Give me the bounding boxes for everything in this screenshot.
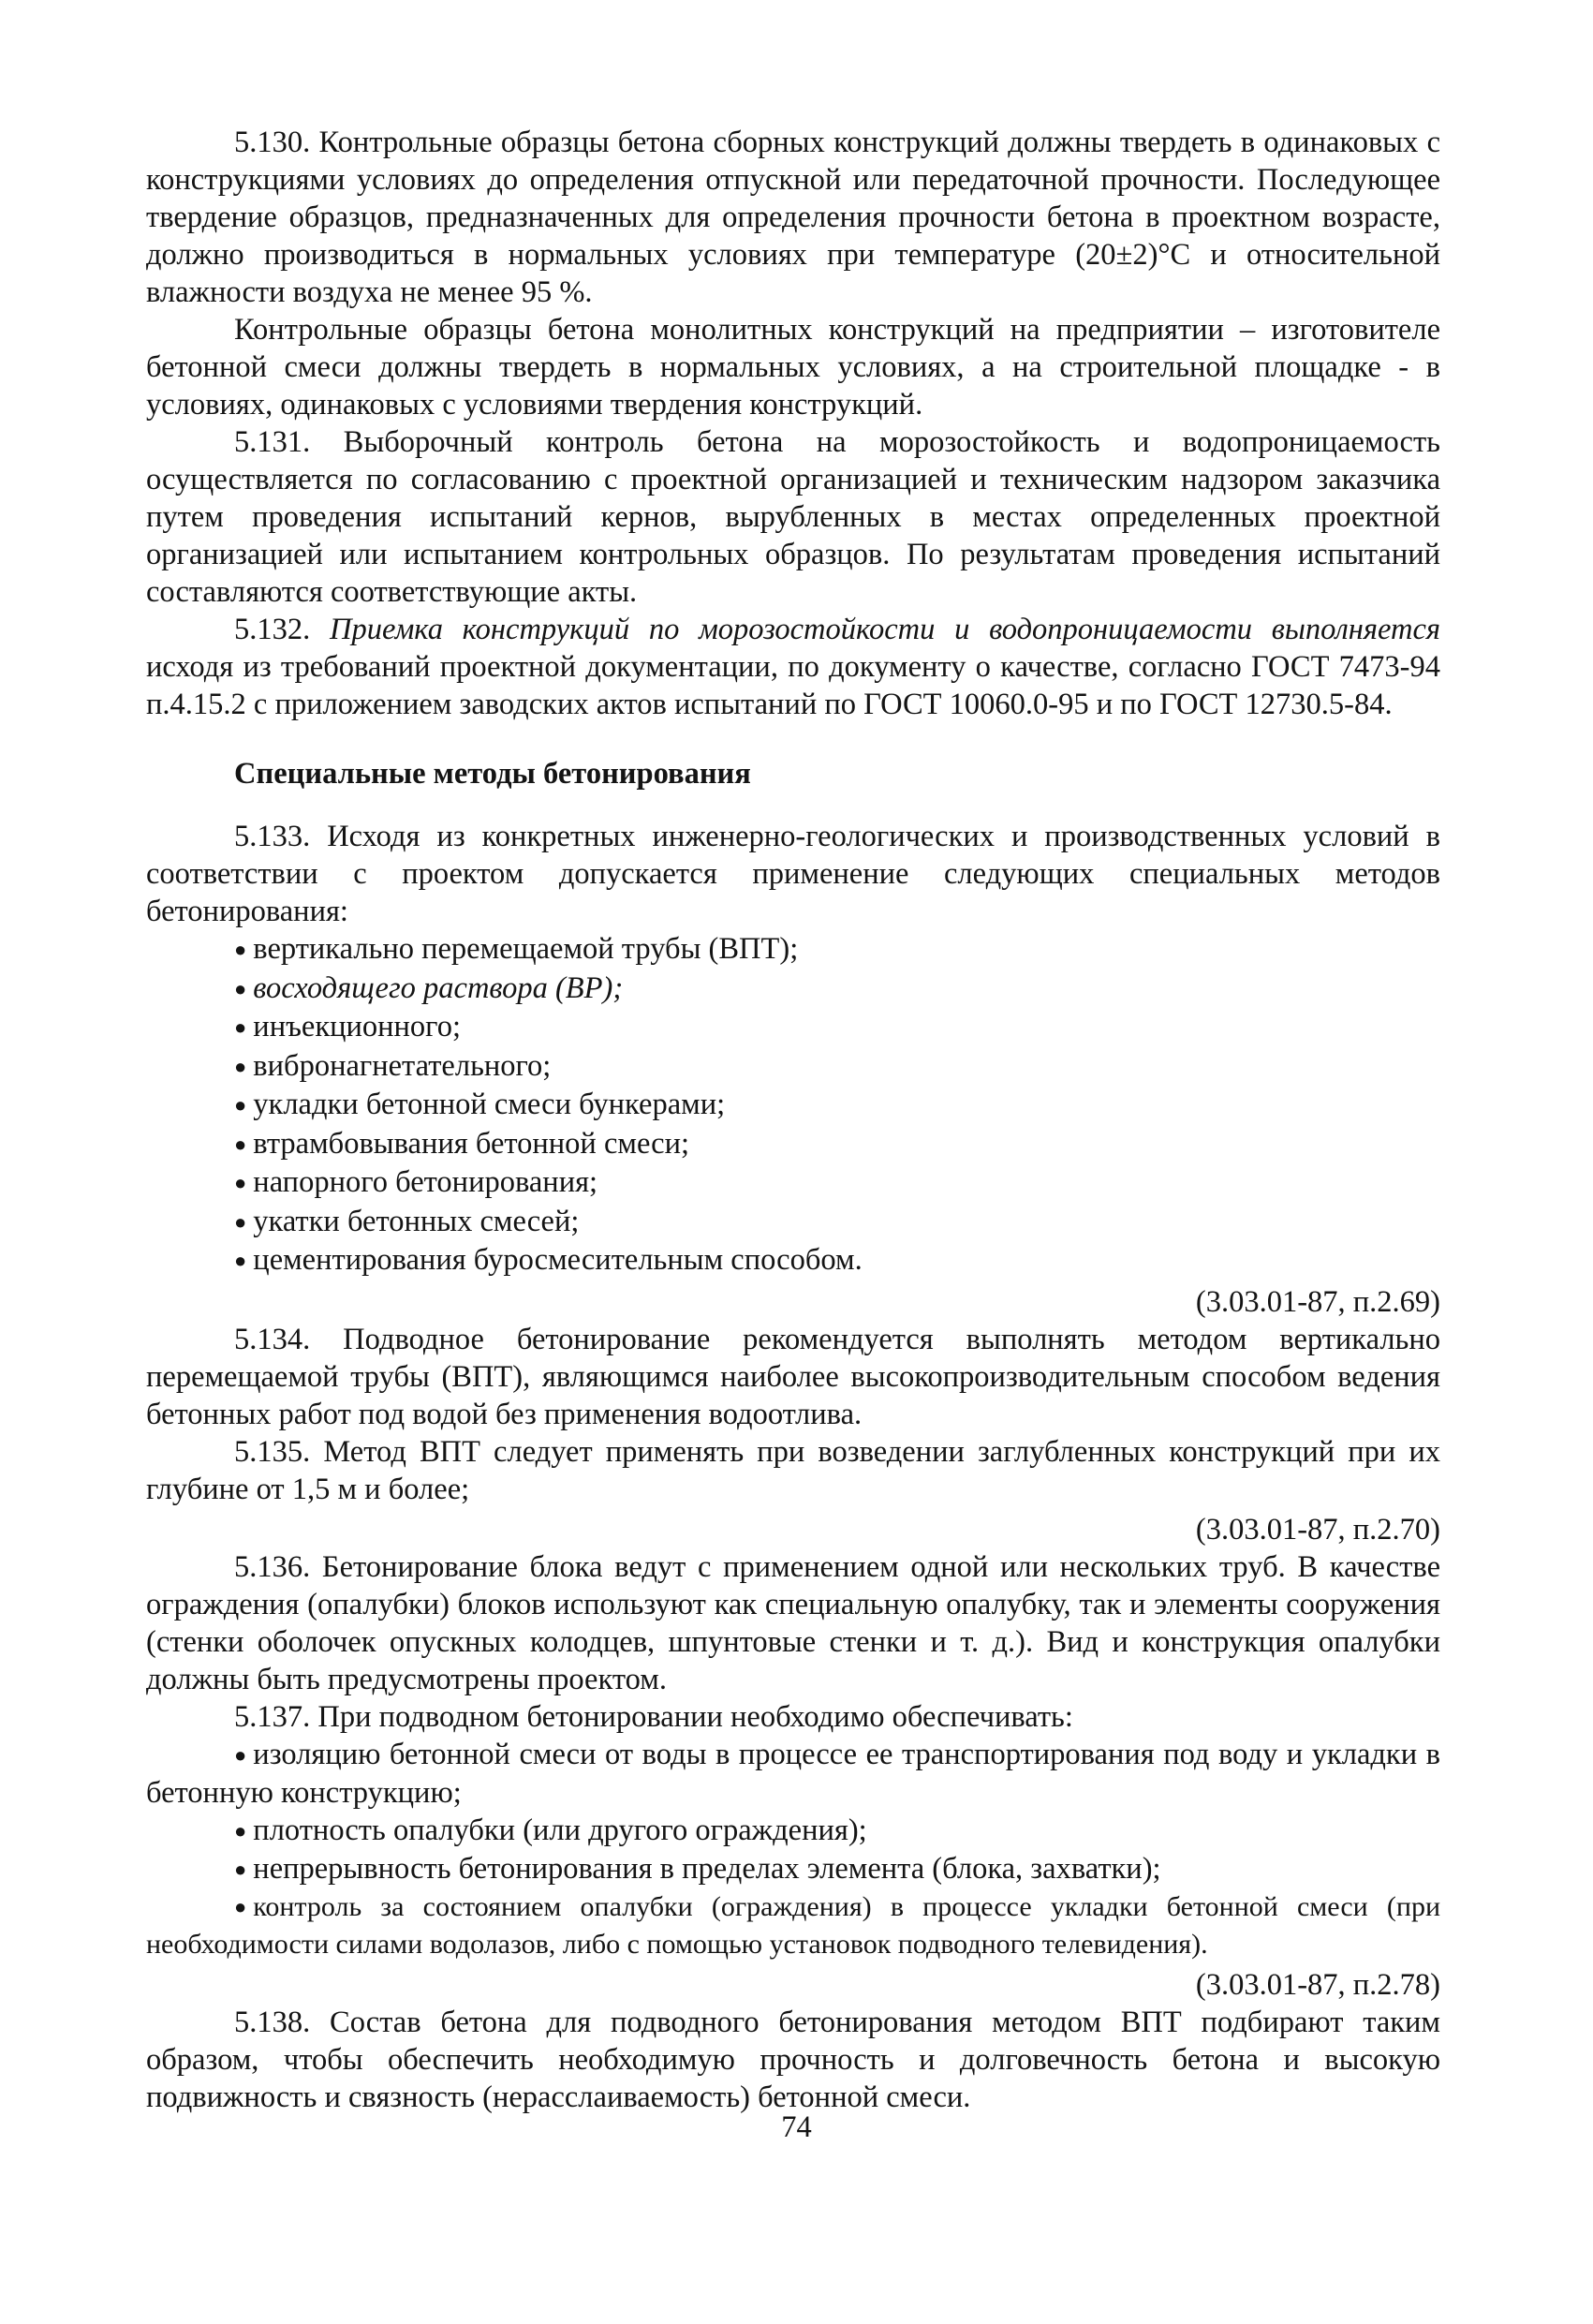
list-item: ● восходящего раствора (ВР); <box>234 970 1440 1009</box>
paragraph-5-138: 5.138. Состав бетона для подводного бетонирования методом ВПТ подбирают таким образом, чтобы обеспечить необходимую прочность и долговечность бетона и высокую подвижность и связность (нерасслаиваемость) бетонной смеси. <box>146 2005 1440 2114</box>
requirement-item: ● изоляцию бетонной смеси от воды в процессе ее транспортирования под воду и укладки в бетонную конструкцию; <box>146 1737 1440 1810</box>
paragraph-5-130-continued: Контрольные образцы бетона монолитных конструкций на предприятии – изготовителе бетонной смеси должны твердеть в нормальных условиях, а на строительной площадке - в условиях, одинаковых с условиями твердения конструкций. <box>146 313 1440 422</box>
list-item: ● вертикально перемещаемой трубы (ВПТ); <box>234 930 1440 970</box>
paragraph-5-133: 5.133. Исходя из конкретных инженерно-геологических и производственных условий в соответствии с проектом допускается применение следующих специальных методов бетонирования: <box>146 820 1440 928</box>
paragraph-5-130: 5.130. Контрольные образцы бетона сборных конструкций должны твердеть в одинаковых с конструкциями условиях до определения отпускной или передаточной прочности. Последующее твердение образцов, предназначенных для определения прочности бетона в проектном возрасте, должно производиться в нормальных условиях при температуре (20±2)°С и относительной влажности воздуха не менее 95 %. <box>146 126 1440 309</box>
list-item: ● укладки бетонной смеси бункерами; <box>234 1086 1440 1125</box>
list-item: ● укатки бетонных смесей; <box>234 1203 1440 1242</box>
reference-2-70: (3.03.01-87, п.2.70) <box>1195 1512 1440 1547</box>
bullet-icon: ● <box>234 1818 247 1843</box>
paragraph-5-135: 5.135. Метод ВПТ следует применять при возведении заглубленных конструкций при их глубине от 1,5 м и более; <box>146 1434 1440 1506</box>
bullet-icon: ● <box>234 976 247 1000</box>
bullet-icon: ● <box>234 1249 247 1272</box>
bullet-icon: ● <box>234 938 247 961</box>
paragraph-5-132-number: 5.132. <box>234 613 311 646</box>
bullet-icon: ● <box>234 1857 247 1881</box>
section-heading: Специальные методы бетонирования <box>234 757 751 791</box>
paragraph-5-134: 5.134. Подводное бетонирование рекомендуется выполнять методом вертикально перемещаемой трубы (ВПТ), являющимся наиболее высокопроизводительным способом ведения бетонных работ под водой без применения водоотлива. <box>146 1322 1440 1431</box>
requirement-item: ● плотность опалубки (или другого ограждения); <box>146 1812 1440 1850</box>
page-number: 74 <box>781 2110 812 2144</box>
paragraph-5-132-italic: Приемка конструкций по морозостойкости и водопроницаемости выполняется <box>329 613 1440 646</box>
bullet-icon: ● <box>234 1054 247 1078</box>
bullet-icon: ● <box>234 1742 247 1767</box>
paragraph-5-131: 5.131. Выборочный контроль бетона на морозостойкость и водопроницаемость осуществляется по согласованию с проектной организацией и техническим надзором заказчика путем проведения испытаний кернов, вырубленных в местах определенных проектной организацией или испытанием контрольных образцов. По результатам проведения испытаний составляются соответствующие акты. <box>146 425 1440 609</box>
bullet-icon: ● <box>234 1171 247 1194</box>
list-item: ● инъекционного; <box>234 1008 1440 1047</box>
list-item: ● вибронагнетательного; <box>234 1047 1440 1087</box>
reference-2-78: (3.03.01-87, п.2.78) <box>1195 1967 1440 2002</box>
bullet-icon: ● <box>234 1894 247 1918</box>
paragraph-5-132-rest: исходя из требований проектной документации, по документу о качестве, согласно ГОСТ 7473-94 п.4.15.2 с приложением заводских актов испытаний по ГОСТ 10060.0-95 и по ГОСТ 12730.5-84. <box>146 650 1440 721</box>
requirement-item: ● контроль за состоянием опалубки (ограждения) в процессе укладки бетонной смеси (при необходимости силами водолазов, либо с помощью установок подводного телевидения). <box>146 1888 1440 1963</box>
paragraph-5-132 <box>146 611 1440 723</box>
bullet-icon: ● <box>234 1132 247 1156</box>
bullet-icon: ● <box>234 1209 247 1234</box>
requirement-item: ● непрерывность бетонирования в пределах элемента (блока, захватки); <box>146 1850 1440 1888</box>
paragraph-5-137: 5.137. При подводном бетонировании необходимо обеспечивать: <box>234 1699 1073 1734</box>
document-page <box>146 124 1440 2116</box>
bullet-icon: ● <box>234 1093 247 1117</box>
list-item: ● втрамбовывания бетонной смеси; <box>234 1125 1440 1164</box>
paragraph-5-136: 5.136. Бетонирование блока ведут с применением одной или нескольких труб. В качестве ограждения (опалубки) блоков используют как специальную опалубку, так и элементы сооружения (стенки оболочек опускных колодцев, шпунтовые стенки и т. д.). Вид и конструкция опалубки должны быть предусмотрены проектом. <box>146 1549 1440 1696</box>
list-item: ● цементирования буросмесительным способом. <box>234 1241 1440 1280</box>
bullet-icon: ● <box>234 1015 247 1039</box>
methods-list <box>146 930 1440 1280</box>
list-item: ● напорного бетонирования; <box>234 1163 1440 1203</box>
reference-2-69: (3.03.01-87, п.2.69) <box>1195 1284 1440 1319</box>
